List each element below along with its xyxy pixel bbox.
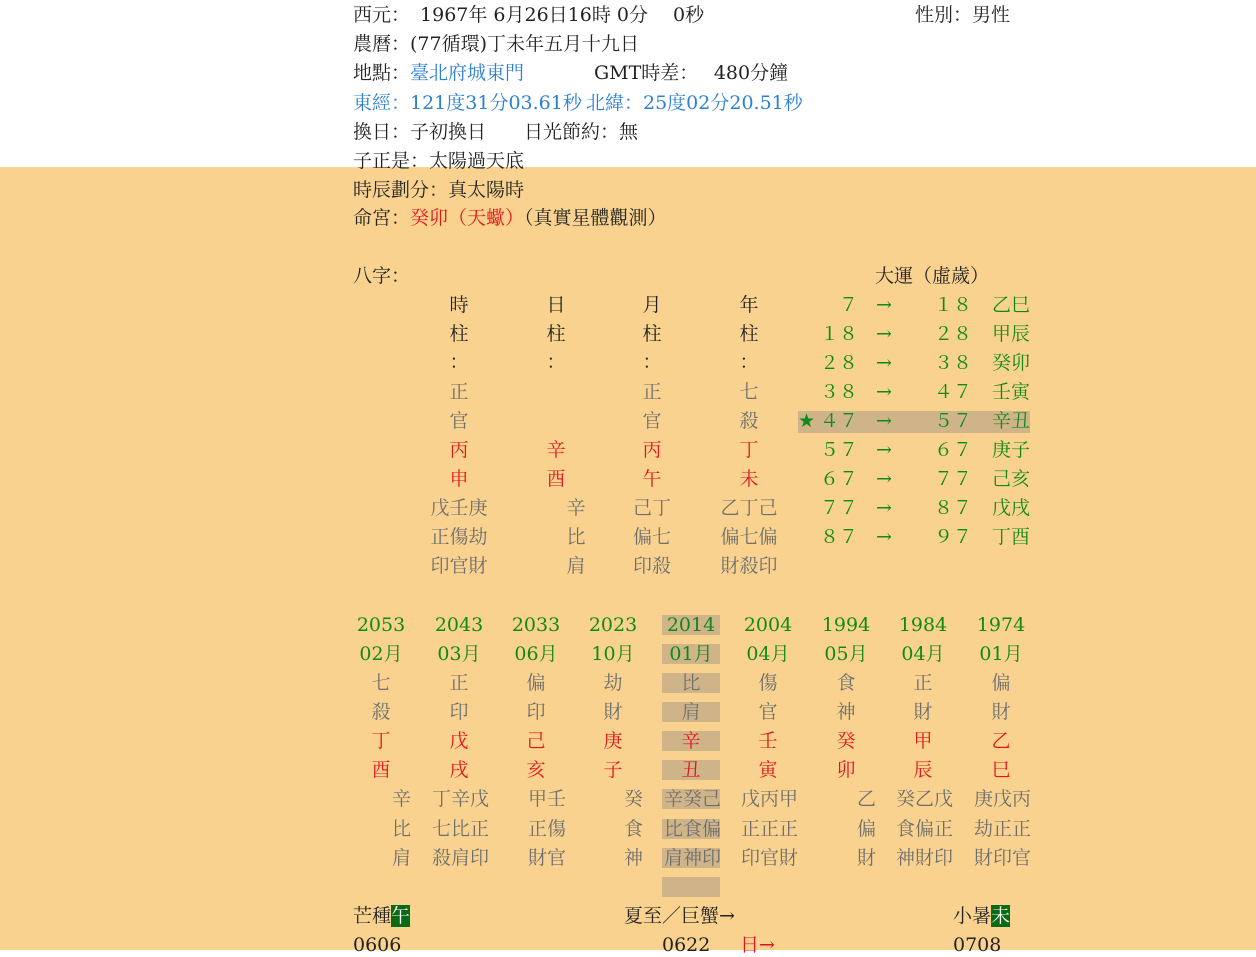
liunian-year: 2033 bbox=[511, 614, 561, 636]
liunian-hidden-stems: 辛 bbox=[391, 788, 411, 810]
dayun-start-age: ６７ bbox=[819, 468, 858, 490]
term-mid-label: 夏至／巨蟹→ bbox=[624, 905, 735, 927]
dayun-arrow: → bbox=[876, 497, 892, 519]
bazi-label: 八字： bbox=[353, 265, 411, 287]
term-right-date: 0708 bbox=[953, 934, 1002, 956]
pillar-ten-god: 官 bbox=[449, 410, 469, 432]
liunian-stem: 庚 bbox=[603, 730, 623, 752]
liunian-hidden-god: 神財印 bbox=[895, 847, 953, 869]
pillar-heading: 柱 bbox=[546, 323, 566, 345]
liunian-branch: 辰 bbox=[913, 759, 933, 781]
pillar-heading: 柱 bbox=[449, 323, 469, 345]
liunian-branch: 戌 bbox=[449, 759, 469, 781]
dayun-ganzhi: 乙巳 bbox=[992, 294, 1031, 316]
liunian-hidden-stems: 癸乙戊 bbox=[895, 788, 953, 810]
liunian-stem: 壬 bbox=[758, 730, 778, 752]
liunian-year: 2023 bbox=[588, 614, 638, 636]
liunian-ten-god: 神 bbox=[836, 701, 856, 723]
liunian-hidden-god: 神 bbox=[623, 847, 643, 869]
dayun-start-age: ３８ bbox=[819, 381, 858, 403]
pillar-ten-god: 殺 bbox=[739, 410, 759, 432]
liunian-hidden-stems: 辛癸己 bbox=[663, 788, 721, 810]
pillar-heading: 月 bbox=[642, 294, 662, 316]
term-mid-date: 0622 bbox=[662, 934, 711, 956]
liunian-hidden-god: 肩 bbox=[391, 847, 411, 869]
current-dayun-star-icon: ★ bbox=[798, 410, 816, 432]
gmt-offset: GMT時差： 480分鐘 bbox=[594, 62, 789, 84]
liunian-hidden-god: 財印官 bbox=[973, 847, 1031, 869]
dayun-ganzhi: 壬寅 bbox=[992, 381, 1031, 403]
liunian-ten-god: 印 bbox=[526, 701, 546, 723]
liunian-hidden-god: 比 bbox=[391, 818, 411, 840]
pillar-hidden-god: 印殺 bbox=[632, 555, 671, 577]
selected-year-highlight bbox=[662, 877, 720, 897]
pillar-ten-god: 七 bbox=[739, 381, 759, 403]
dayun-arrow: → bbox=[876, 439, 892, 461]
term-right-badge: 未 bbox=[991, 905, 1011, 927]
pillar-heading: 日 bbox=[546, 294, 566, 316]
latitude: 北緯：25度02分20.51秒 bbox=[586, 92, 803, 114]
liunian-branch: 丑 bbox=[681, 759, 701, 781]
liunian-hidden-stems: 癸 bbox=[623, 788, 643, 810]
dayun-end-age: ７７ bbox=[933, 468, 972, 490]
pillar-heading: ： bbox=[546, 351, 566, 373]
liunian-hidden-god: 殺肩印 bbox=[431, 847, 489, 869]
term-left-label: 芒種 bbox=[353, 905, 392, 927]
pillar-hidden-stems: 乙丁己 bbox=[720, 497, 778, 519]
pillar-stem: 丙 bbox=[449, 439, 469, 461]
liunian-ten-god: 財 bbox=[913, 701, 933, 723]
liunian-stem: 癸 bbox=[836, 730, 856, 752]
day-change: 換日：子初換日 日光節約：無 bbox=[353, 121, 639, 143]
dayun-ganzhi: 庚子 bbox=[992, 439, 1031, 461]
liunian-hidden-god: 財官 bbox=[527, 847, 566, 869]
liunian-hidden-god: 劫正正 bbox=[973, 818, 1031, 840]
dayun-arrow: → bbox=[876, 410, 892, 432]
dayun-end-age: ６７ bbox=[933, 439, 972, 461]
pillar-hidden-god: 比 bbox=[566, 526, 586, 548]
pillar-branch: 午 bbox=[642, 468, 662, 490]
dayun-start-age: ７ bbox=[838, 294, 858, 316]
pillar-ten-god: 正 bbox=[642, 381, 662, 403]
pillar-hidden-god: 正傷劫 bbox=[430, 526, 488, 548]
liunian-branch: 亥 bbox=[526, 759, 546, 781]
lunar-date-label: 農曆： bbox=[353, 33, 411, 55]
pillar-heading: ： bbox=[449, 351, 469, 373]
ming-gong-label: 命宮： bbox=[353, 207, 411, 229]
zi-zheng: 子正是：太陽過天底 bbox=[353, 150, 525, 172]
ming-gong-row bbox=[353, 206, 667, 230]
pillar-stem: 丙 bbox=[642, 439, 662, 461]
liunian-month: 01月 bbox=[979, 643, 1023, 665]
liunian-month: 10月 bbox=[591, 643, 635, 665]
pillar-branch: 申 bbox=[449, 468, 469, 490]
liunian-hidden-god: 七比正 bbox=[431, 818, 489, 840]
pillar-ten-god: 正 bbox=[449, 381, 469, 403]
liunian-hidden-stems: 甲壬 bbox=[527, 788, 566, 810]
liunian-stem: 己 bbox=[526, 730, 546, 752]
liunian-ten-god: 財 bbox=[603, 701, 623, 723]
dayun-arrow: → bbox=[876, 323, 892, 345]
dayun-start-age: ４７ bbox=[819, 410, 858, 432]
dayun-end-age: ９７ bbox=[933, 526, 972, 548]
dayun-end-age: ２８ bbox=[933, 323, 972, 345]
liunian-ten-god: 正 bbox=[449, 672, 469, 694]
dayun-end-age: ８７ bbox=[933, 497, 972, 519]
pillar-hidden-stems: 戊壬庚 bbox=[430, 497, 488, 519]
liunian-year: 2004 bbox=[743, 614, 793, 636]
liunian-hidden-stems: 乙 bbox=[856, 788, 876, 810]
liunian-month: 01月 bbox=[669, 643, 713, 665]
pillar-stem: 丁 bbox=[739, 439, 759, 461]
liunian-hidden-god: 正正正 bbox=[740, 818, 798, 840]
liunian-ten-god: 食 bbox=[836, 672, 856, 694]
dayun-start-age: ８７ bbox=[819, 526, 858, 548]
liunian-stem: 辛 bbox=[681, 730, 701, 752]
liunian-hidden-stems: 戊丙甲 bbox=[740, 788, 798, 810]
pillar-ten-god: 官 bbox=[642, 410, 662, 432]
liunian-ten-god: 七 bbox=[371, 672, 391, 694]
dayun-arrow: → bbox=[876, 468, 892, 490]
liunian-hidden-god: 食偏正 bbox=[895, 818, 953, 840]
liunian-month: 05月 bbox=[824, 643, 868, 665]
pillar-heading: 年 bbox=[739, 294, 759, 316]
liunian-stem: 戊 bbox=[449, 730, 469, 752]
dayun-arrow: → bbox=[876, 381, 892, 403]
pillar-hidden-stems: 辛 bbox=[566, 497, 586, 519]
dayun-start-age: ７７ bbox=[819, 497, 858, 519]
dayun-ganzhi: 己亥 bbox=[992, 468, 1031, 490]
term-left bbox=[353, 904, 410, 928]
longitude: 東經：121度31分03.61秒 bbox=[353, 92, 582, 114]
western-date-label: 西元： bbox=[353, 4, 411, 26]
term-left-date: 0606 bbox=[353, 934, 402, 956]
liunian-stem: 丁 bbox=[371, 730, 391, 752]
liunian-hidden-god: 正傷 bbox=[527, 818, 566, 840]
pillar-heading: 柱 bbox=[642, 323, 662, 345]
pillar-hidden-god: 偏七偏 bbox=[720, 526, 778, 548]
liunian-branch: 酉 bbox=[371, 759, 391, 781]
liunian-month: 02月 bbox=[359, 643, 403, 665]
dayun-ganzhi: 辛丑 bbox=[992, 410, 1031, 432]
liunian-hidden-stems: 庚戊丙 bbox=[973, 788, 1031, 810]
dayun-ganzhi: 癸卯 bbox=[992, 352, 1031, 374]
liunian-branch: 子 bbox=[603, 759, 623, 781]
dayun-end-age: ５７ bbox=[933, 410, 972, 432]
location-label: 地點： bbox=[353, 62, 411, 84]
dayun-ganzhi: 丁酉 bbox=[992, 526, 1031, 548]
liunian-branch: 巳 bbox=[991, 759, 1011, 781]
western-date-value: 1967年 6月26日16時 0分 0秒 bbox=[420, 4, 705, 26]
dayun-arrow: → bbox=[876, 526, 892, 548]
dayun-end-age: １８ bbox=[933, 294, 972, 316]
liunian-branch: 寅 bbox=[758, 759, 778, 781]
term-right-label: 小暑 bbox=[953, 905, 992, 927]
liunian-year: 2053 bbox=[356, 614, 406, 636]
liunian-ten-god: 財 bbox=[991, 701, 1011, 723]
location-link[interactable]: 臺北府城東門 bbox=[410, 62, 525, 84]
liunian-stem: 甲 bbox=[913, 730, 933, 752]
pillar-hidden-god: 財殺印 bbox=[720, 555, 778, 577]
liunian-ten-god: 劫 bbox=[603, 672, 623, 694]
liunian-year: 2043 bbox=[434, 614, 484, 636]
liunian-month: 04月 bbox=[901, 643, 945, 665]
liunian-ten-god: 印 bbox=[449, 701, 469, 723]
dayun-arrow: → bbox=[876, 294, 892, 316]
liunian-hidden-god: 財 bbox=[856, 847, 876, 869]
pillar-heading: ： bbox=[642, 351, 662, 373]
pillar-hidden-god: 印官財 bbox=[430, 555, 488, 577]
liunian-branch: 卯 bbox=[836, 759, 856, 781]
dayun-ganzhi: 甲辰 bbox=[992, 323, 1031, 345]
dayun-end-age: ４７ bbox=[933, 381, 972, 403]
pillar-heading: 時 bbox=[449, 294, 469, 316]
term-left-badge: 午 bbox=[391, 905, 411, 927]
western-date-row bbox=[353, 3, 704, 27]
liunian-ten-god: 正 bbox=[913, 672, 933, 694]
term-right bbox=[953, 904, 1010, 928]
liunian-ten-god: 殺 bbox=[371, 701, 391, 723]
dayun-start-age: １８ bbox=[819, 323, 858, 345]
location-row bbox=[353, 61, 524, 85]
liunian-year: 2014 bbox=[666, 614, 716, 636]
liunian-year: 1974 bbox=[976, 614, 1026, 636]
liunian-ten-god: 肩 bbox=[681, 701, 701, 723]
liunian-ten-god: 傷 bbox=[758, 672, 778, 694]
pillar-hidden-god: 肩 bbox=[566, 555, 586, 577]
lunar-date-row bbox=[353, 32, 639, 56]
liunian-ten-god: 偏 bbox=[526, 672, 546, 694]
pillar-heading: 柱 bbox=[739, 323, 759, 345]
dayun-start-age: ５７ bbox=[819, 439, 858, 461]
sun-marker: 日→ bbox=[740, 934, 775, 956]
lunar-date-value: (77循環)丁未年五月十九日 bbox=[410, 33, 640, 55]
liunian-month: 04月 bbox=[746, 643, 790, 665]
liunian-ten-god: 官 bbox=[758, 701, 778, 723]
liunian-ten-god: 比 bbox=[681, 672, 701, 694]
pillar-heading: ： bbox=[739, 351, 759, 373]
liunian-year: 1984 bbox=[898, 614, 948, 636]
dayun-end-age: ３８ bbox=[933, 352, 972, 374]
liunian-year: 1994 bbox=[821, 614, 871, 636]
pillar-branch: 酉 bbox=[546, 468, 566, 490]
pillar-branch: 未 bbox=[739, 468, 759, 490]
dayun-start-age: ２８ bbox=[819, 352, 858, 374]
pillar-hidden-stems: 己丁 bbox=[632, 497, 671, 519]
liunian-stem: 乙 bbox=[991, 730, 1011, 752]
ming-gong-note: （真實星體觀測） bbox=[524, 207, 667, 229]
ming-gong-value: 癸卯（天蠍） bbox=[410, 207, 525, 229]
liunian-hidden-god: 偏 bbox=[856, 818, 876, 840]
hour-division: 時辰劃分：真太陽時 bbox=[353, 179, 525, 201]
liunian-hidden-god: 印官財 bbox=[740, 847, 798, 869]
dayun-ganzhi: 戊戌 bbox=[992, 497, 1031, 519]
liunian-month: 06月 bbox=[514, 643, 558, 665]
liunian-hidden-god: 肩神印 bbox=[663, 847, 721, 869]
dayun-title: 大運（虛歲） bbox=[875, 265, 990, 287]
liunian-hidden-stems: 丁辛戊 bbox=[431, 788, 489, 810]
pillar-stem: 辛 bbox=[546, 439, 566, 461]
liunian-month: 03月 bbox=[437, 643, 481, 665]
liunian-ten-god: 偏 bbox=[991, 672, 1011, 694]
dayun-arrow: → bbox=[876, 352, 892, 374]
gender: 性別：男性 bbox=[915, 4, 1011, 26]
liunian-hidden-god: 比食偏 bbox=[663, 818, 721, 840]
pillar-hidden-god: 偏七 bbox=[632, 526, 671, 548]
liunian-hidden-god: 食 bbox=[623, 818, 643, 840]
